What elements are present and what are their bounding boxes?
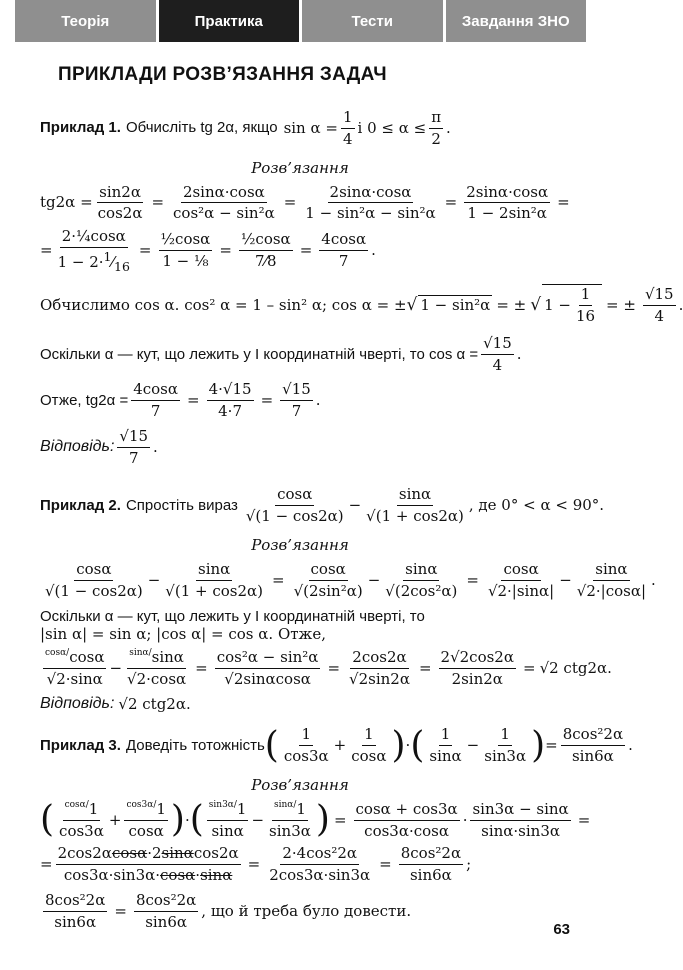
example-2-statement: Приклад 2. Спростіть вираз cosα √(1 − cos2α) − $\frac{\sin\alpha}{√(1 + \cos 2\alpha)}$ , де 0° < α < 90°. [40,485,605,526]
tab-theory[interactable]: Теорія [15,0,159,42]
example-1-label: Приклад 1. [40,119,121,137]
formula-2-line-1: cosα √(1 − cos2α) − $\frac{\sin\alpha}{√(1 + \cos 2\alpha)}$ = $\frac{\cos\alpha}{\text{√(2sin²α)}}$ − $\frac{\sin\alpha}{\text{√(2cos²α)}}$ = $\frac{\cos\alpha}{√2\cdot|\sin\alpha|}$ − $\frac{\sin\alpha}{√2\cdot|\cos\alpha|}$ . [45,559,656,600]
proved-line: $\frac{\text{8cos²2α}}{\sin 6\alpha}$ = $\frac{\text{8cos²2α}}{\sin 6\alpha}$ , що й треба було довести. [45,890,412,931]
solution-label-2: Розв’язання [251,535,349,554]
formula-3-line-2: = $\frac{2\cos 2\alpha\cos\alpha\cdot 2\sin\alpha\cos 2\alpha}{\cos 3\alpha\cdot\sin 3\alpha\cdot\cos\alpha\cdot\sin\alpha}$ = $\frac{\text{2·4cos²2α}}{2\cos 3\alpha\cdot\sin 3\alpha}$ = $\frac{\text{8cos²2α}}{\sin 6\alpha}$ ; [40,844,472,885]
solution-label-3: Розв’язання [251,775,349,794]
compute-cos-line: Обчислимо cos α. cos² α = 1 – sin² α; cos α = ± √ 1 − sin²α = ± √ 1 − 1 16 = ± $\frac{√15}{4}$ . [40,284,683,326]
quadrant-line-1: Оскільки α — кут, що лежить у І координатній чверті, то cos α = $\frac{√15}{4}$ . [40,333,522,374]
example-1-statement: Приклад 1. Обчисліть tg 2α, якщо sin α = $\frac{1}{4}$ і 0 ≤ α ≤ $\frac{\pi}{2}$ . [40,108,451,148]
formula-1-line-2: = $\frac{\text{2·¼cosα}}{1 - 2\cdot^1⁄_{16}}$ = $\frac{\text{½cosα}}{\text{1 − ⅛}}$ = $\frac{\text{½cosα}}{7⁄8}$ = $\frac{4\cos\alpha}{7}$ . [40,227,376,274]
answer-2: Відповідь: √2 ctg2α. [40,694,191,713]
quadrant-line-2: Оскільки α — кут, що лежить у І координатній чверті, то [40,608,425,626]
page-number: 63 [553,921,570,938]
answer-1: Відповідь: √15 7 . [40,426,158,467]
so-line-1: Отже, tg2α = $\frac{4\cos\alpha}{7}$ = $\frac{4\cdot√15}{4\cdot 7}$ = $\frac{√15}{7}$ . [40,380,321,421]
tab-practice[interactable]: Практика [159,0,303,42]
tab-zno-tasks[interactable]: Завдання ЗНО [446,0,587,42]
formula-3-line-1: ( $^{cos\alpha/}$1 cos3α + $\frac{^{cos3\alpha/}1}{\cos\alpha}$ ) · ( $^{sin3\alpha/}$1 sinα − $\frac{^{sin\alpha/}1}{\sin 3\alpha}$ ) = $\frac{\cos\alpha + \cos 3\alpha}{\cos 3\alpha\cdot\cos\alpha}$ · $\frac{\sin 3\alpha - \sin\alpha}{\sin\alpha\cdot\sin 3\alpha}$ = [40,799,591,841]
solution-label-1: Розв’язання [251,158,349,177]
example-1-cond: і 0 ≤ α ≤ [357,118,427,137]
tab-tests[interactable]: Тести [302,0,446,42]
abs-values-line: |sin α| = sin α; |cos α| = cos α. Отже, [40,625,326,644]
formula-2-line-2: $^{cos\alpha/}$cosα √2·sinα − $\frac{^{sin\alpha/}\sin\alpha}{√2\cdot\cos\alpha}$ = $\frac{\text{cos²α − sin²α}}{√2\sin\alpha\cos\alpha}$ = $\frac{2\cos 2\alpha}{√2\sin 2\alpha}$ = $\frac{2√2\cos 2\alpha}{2\sin 2\alpha}$ = √2 ctg2α. [45,648,612,688]
chapter-tabs [15,0,586,42]
example-1-text: Обчисліть tg 2α, якщо [125,119,278,137]
section-title: ПРИКЛАДИ РОЗВ’ЯЗАННЯ ЗАДАЧ [58,64,387,85]
formula-1-line-1: tg2α = $\frac{\sin 2\alpha}{\cos 2\alpha}$ = $\frac{2\sin\alpha\cdot\cos\alpha}{\text{cos²α − sin²α}}$ = $\frac{2\sin\alpha\cdot\cos\alpha}{\text{1 − sin²α − sin²α}}$ = $\frac{2\sin\alpha\cdot\cos\alpha}{\text{1 − 2sin²α}}$ = [40,182,570,223]
example-3-statement: Приклад 3. Доведіть тотожність ( 1 cos3α + $\frac{1}{\cos\alpha}$ ) · ( 1 sinα − $\frac{1}{\sin 3\alpha}$ ) = $\frac{\text{8cos²2α}}{\sin 6\alpha}$ . [40,724,633,766]
